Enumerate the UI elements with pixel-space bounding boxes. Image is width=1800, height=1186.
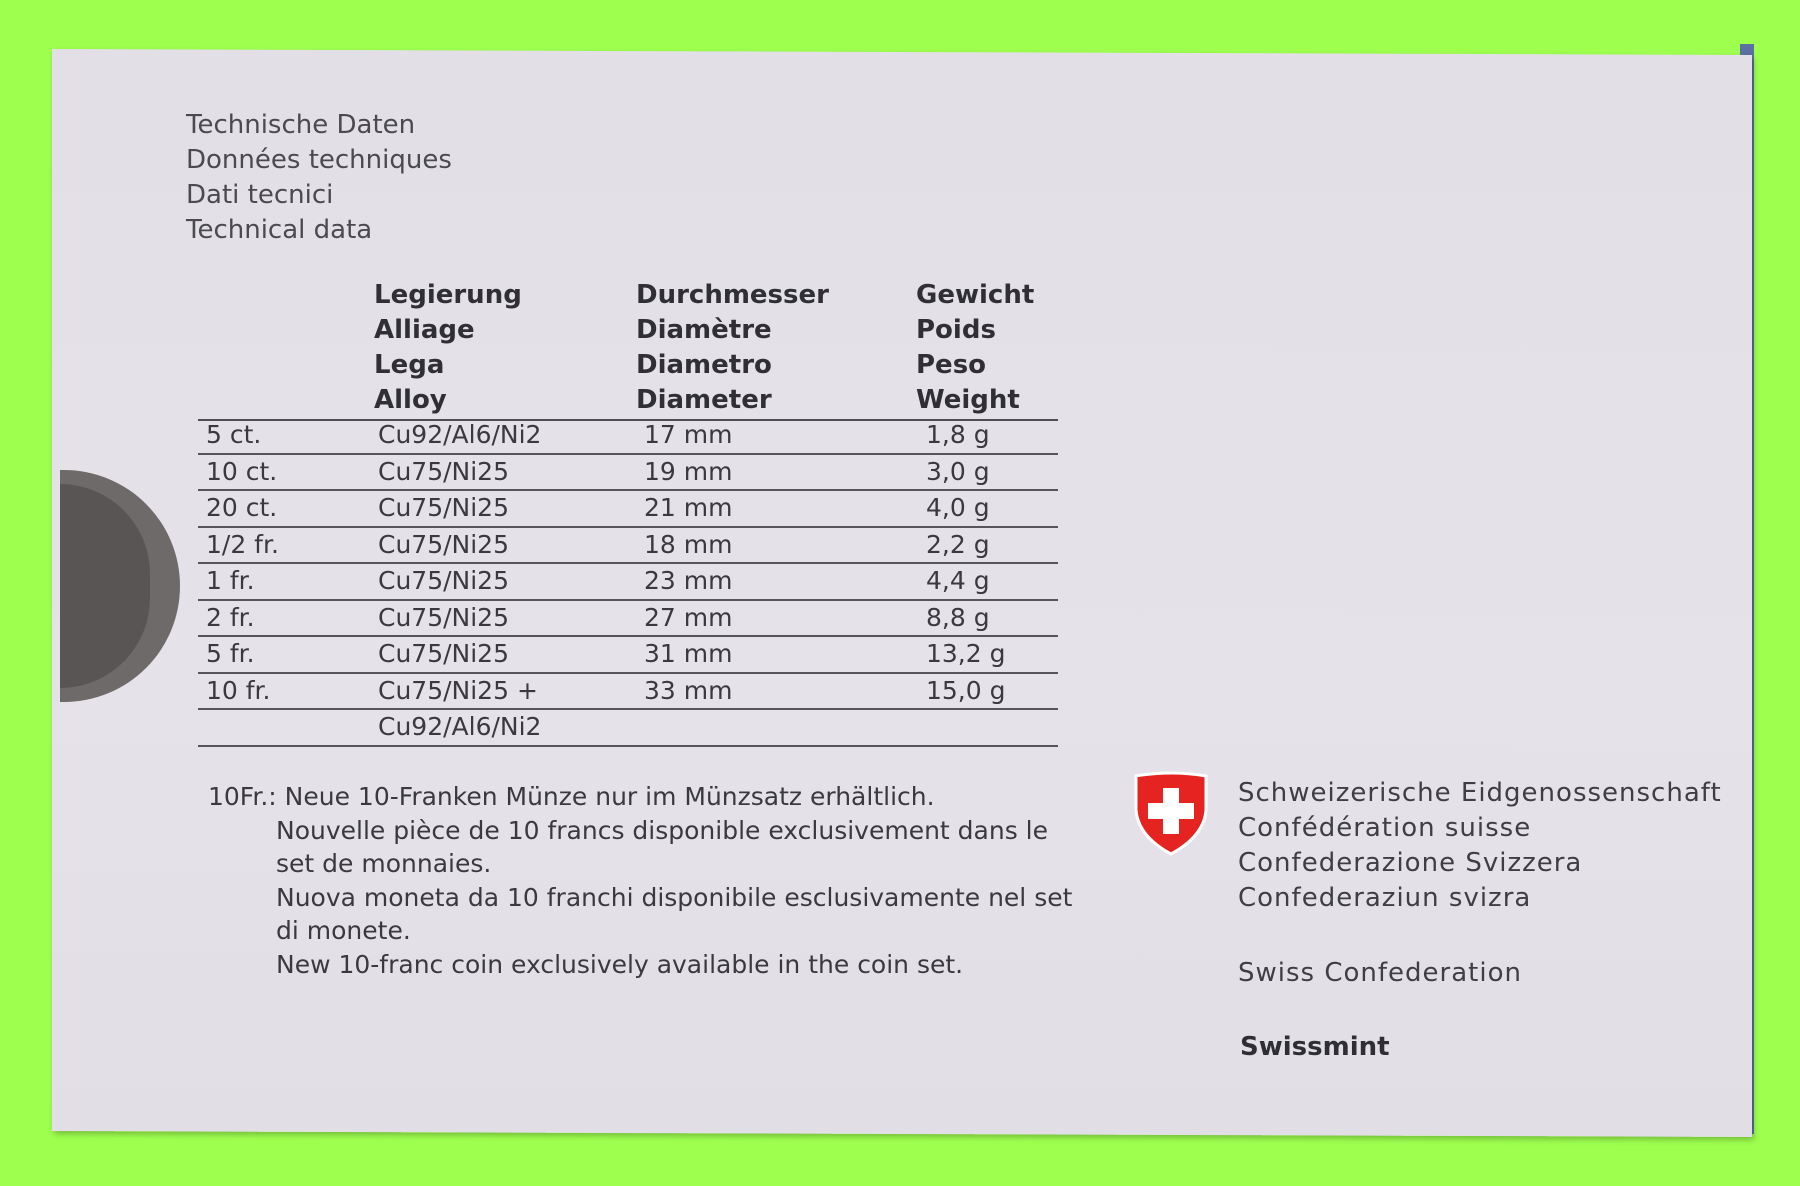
note-line-en: New 10-franc coin exclusively available in the coin set. <box>276 949 964 979</box>
cell-denomination: 10 ct. <box>206 456 278 486</box>
cell-weight: 15,0 g <box>926 675 1006 705</box>
cell-denomination: 1 fr. <box>206 566 255 595</box>
cell-alloy: Cu75/Ni25 <box>378 529 509 559</box>
cell-diameter: 19 mm <box>644 456 733 486</box>
cell-weight: 8,8 g <box>926 602 990 632</box>
cell-alloy: Cu75/Ni25 <box>378 639 509 668</box>
table-row <box>198 601 1058 638</box>
swiss-cross-shield-icon <box>1132 770 1210 856</box>
diameter-label-fr: Diamètre <box>636 315 772 345</box>
cell-diameter: 33 mm <box>644 675 733 705</box>
weight-label-de: Gewicht <box>916 280 1035 310</box>
cell-weight: 3,0 g <box>926 456 990 486</box>
note-line-de: 10Fr.: Neue 10-Franken Münze nur im Münzsatz erhältlich. <box>208 782 935 811</box>
confederation-it: Confederazione Svizzera <box>1238 848 1583 878</box>
ten-franc-note <box>208 780 1088 981</box>
cell-alloy: Cu75/Ni25 <box>378 566 509 595</box>
cell-weight: 4,0 g <box>926 493 990 522</box>
technical-data-table <box>198 418 1058 747</box>
cell-diameter: 27 mm <box>644 602 733 632</box>
heading-en: Technical data <box>186 215 373 245</box>
thumb-notch-shadow <box>60 484 150 688</box>
cell-alloy: Cu75/Ni25 <box>378 456 509 486</box>
cell-diameter: 23 mm <box>644 566 733 595</box>
confederation-rm: Confederaziun svizra <box>1238 883 1532 913</box>
cell-alloy: Cu75/Ni25 <box>378 493 509 522</box>
cell-diameter: 17 mm <box>644 420 733 449</box>
diameter-label-it: Diametro <box>636 350 772 380</box>
table-row <box>198 564 1058 601</box>
table-row <box>198 710 1058 747</box>
cell-diameter: 21 mm <box>644 493 733 522</box>
note-line-it: Nuova moneta da 10 franchi disponibile esclusivamente nel set di monete. <box>276 882 1073 945</box>
cell-weight: 4,4 g <box>926 566 990 595</box>
cell-alloy: Cu92/Al6/Ni2 <box>378 420 542 449</box>
weight-label-it: Peso <box>916 350 987 380</box>
cell-alloy: Cu75/Ni25 <box>378 602 509 632</box>
technical-data-heading <box>186 108 452 248</box>
column-header-alloy <box>374 278 522 418</box>
diameter-label-en: Diameter <box>636 385 772 415</box>
alloy-label-en: Alloy <box>374 385 447 415</box>
diameter-label-de: Durchmesser <box>636 280 829 310</box>
cell-alloy: Cu92/Al6/Ni2 <box>378 712 542 741</box>
confederation-fr: Confédération suisse <box>1238 813 1532 843</box>
cell-diameter: 18 mm <box>644 529 733 559</box>
weight-label-fr: Poids <box>916 315 996 345</box>
cell-denomination: 20 ct. <box>206 493 278 522</box>
table-row <box>198 491 1058 528</box>
table-row <box>198 455 1058 492</box>
alloy-label-de: Legierung <box>374 280 522 310</box>
cell-weight: 13,2 g <box>926 639 1006 668</box>
table-row <box>198 637 1058 674</box>
alloy-label-fr: Alliage <box>374 315 475 345</box>
cell-denomination: 5 fr. <box>206 639 255 668</box>
alloy-label-it: Lega <box>374 350 445 380</box>
weight-label-en: Weight <box>916 385 1020 415</box>
cell-weight: 2,2 g <box>926 529 990 559</box>
table-row <box>198 674 1058 711</box>
cell-denomination: 1/2 fr. <box>206 529 279 559</box>
heading-it: Dati tecnici <box>186 180 334 210</box>
cell-denomination: 2 fr. <box>206 602 255 632</box>
issuer-name: Swissmint <box>1240 1032 1390 1062</box>
confederation-en: Swiss Confederation <box>1238 958 1522 988</box>
confederation-names <box>1238 776 1722 916</box>
note-line-fr: Nouvelle pièce de 10 francs disponible exclusivement dans le set de monnaies. <box>276 815 1048 878</box>
table-row <box>198 418 1058 455</box>
column-header-diameter <box>636 278 829 418</box>
heading-de: Technische Daten <box>186 110 416 140</box>
confederation-de: Schweizerische Eidgenossenschaft <box>1238 778 1722 808</box>
column-header-weight <box>916 278 1034 418</box>
table-row <box>198 528 1058 565</box>
cell-weight: 1,8 g <box>926 420 990 449</box>
heading-fr: Données techniques <box>186 145 452 175</box>
cell-alloy: Cu75/Ni25 + <box>378 675 538 705</box>
cell-denomination: 5 ct. <box>206 420 262 449</box>
cell-denomination: 10 fr. <box>206 675 271 705</box>
cell-diameter: 31 mm <box>644 639 733 668</box>
